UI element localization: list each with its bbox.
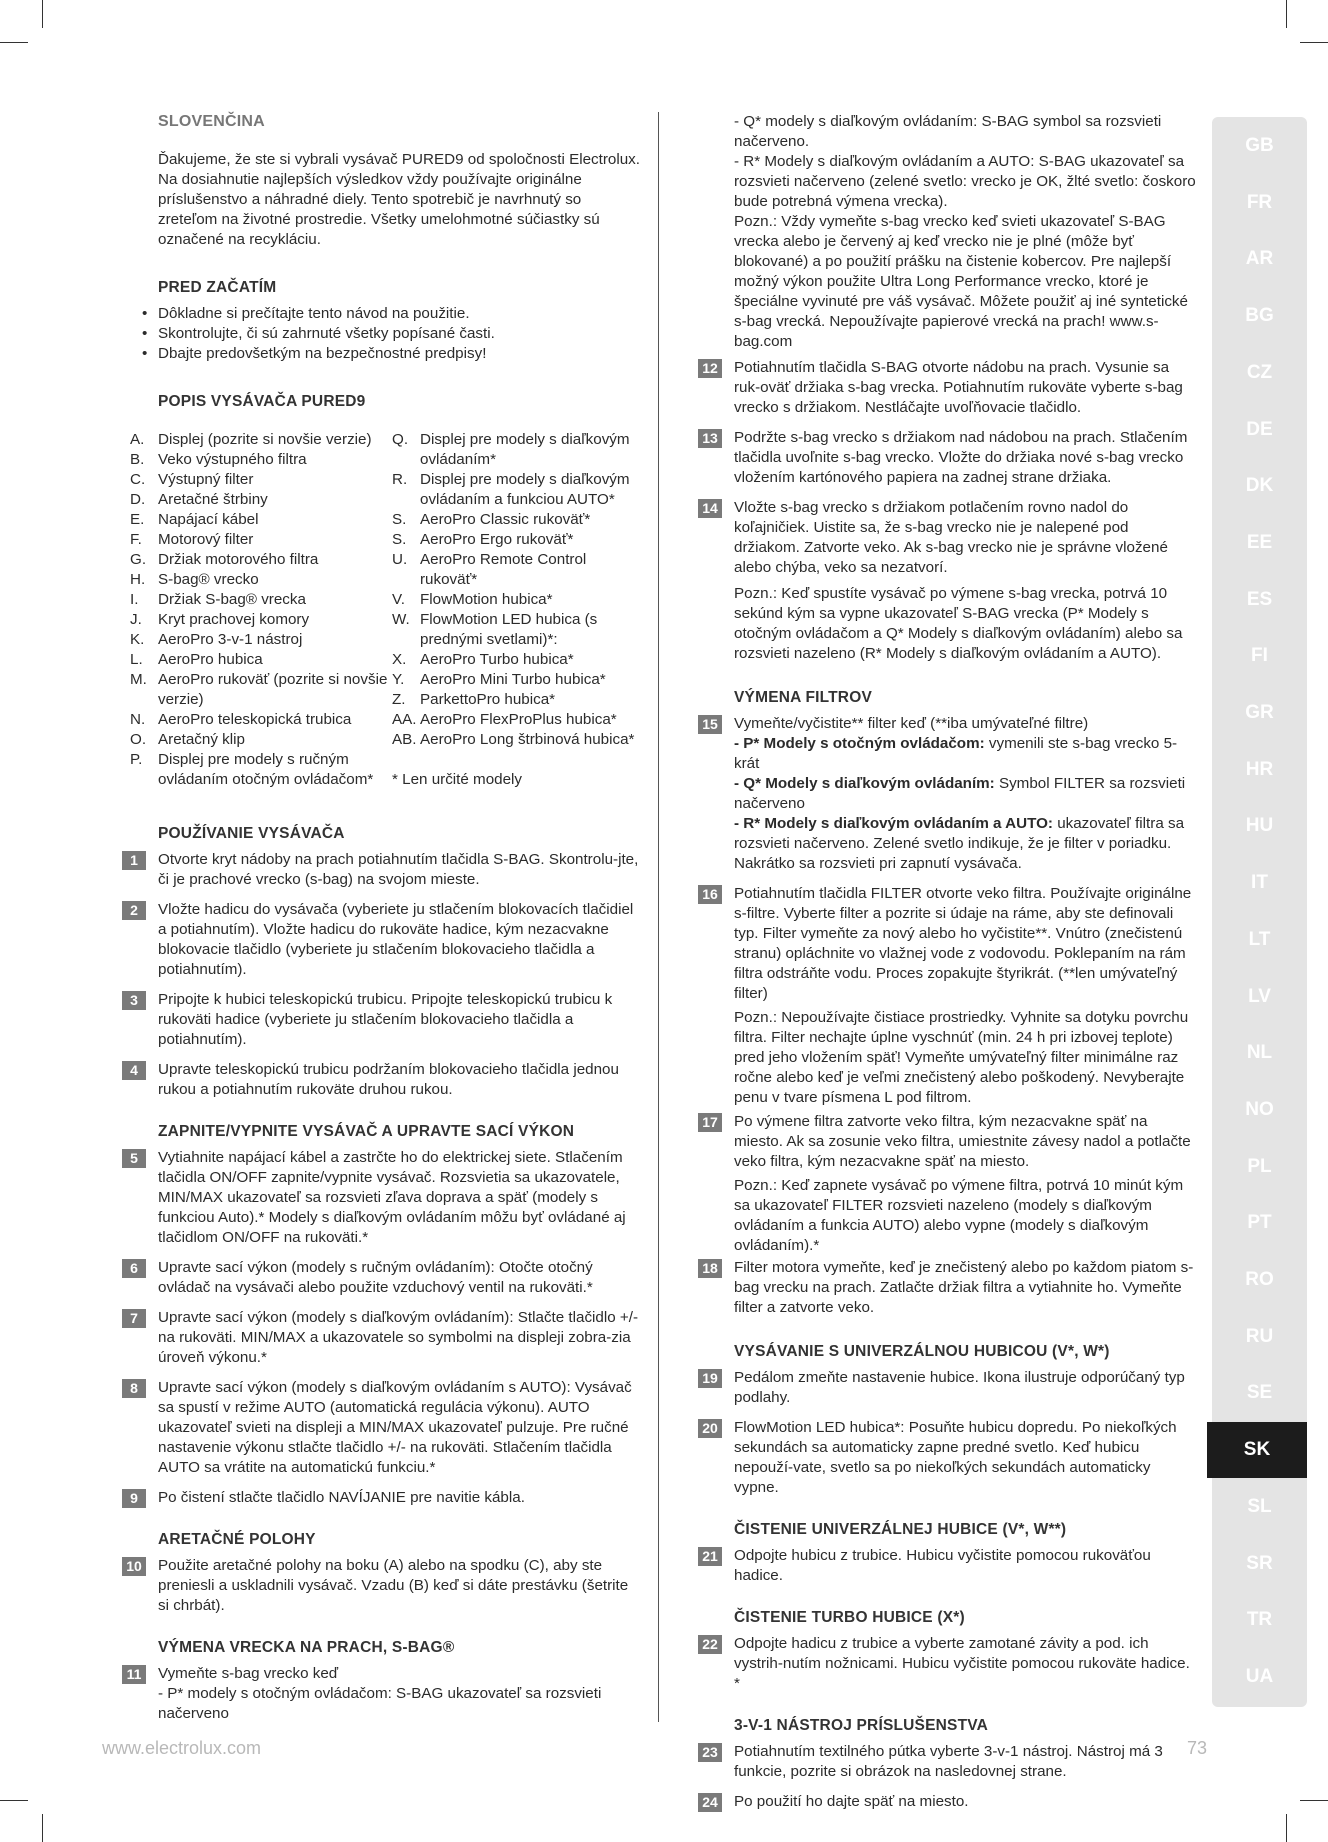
parts-list-item (392, 510, 642, 530)
step-number-badge: 7 (122, 1309, 146, 1328)
language-tab-hr[interactable]: HR (1245, 758, 1274, 780)
bullet-item: • Dôkladne si prečítajte tento návod na použitie. (158, 304, 642, 324)
step-item (702, 498, 1198, 578)
step-text: Upravte sací výkon (modely s diaľkovým ovládaním s AUTO): Vysávač sa spustí v režime AUTO (automatická regulácia výkonu). AUTO ukazovateľ svieti na displeji a MIN/MAX ukazovateľ pulzuje. Pre ručné nastavenie výkonu stlačte tlačidlo +/- na rukoväti. Stlačením tlačidla AUTO sa vrátite na automatickú funkciu.* (158, 1379, 632, 1476)
parts-key: M. (130, 671, 147, 688)
parts-label: Aretačné štrbiny (158, 491, 268, 508)
language-tab-dk[interactable]: DK (1245, 475, 1274, 497)
step-number-badge: 18 (698, 1259, 722, 1278)
crop-mark (1300, 42, 1328, 43)
parts-list-item (130, 750, 392, 790)
parts-key: R. (392, 471, 408, 488)
language-tab-it[interactable]: IT (1251, 872, 1268, 894)
section-heading-use: POUŽÍVANIE VYSÁVAČA (158, 825, 345, 842)
model-label: - P* Modely s otočným ovládačom: (734, 735, 985, 752)
parts-label: AeroPro Turbo hubica* (420, 651, 574, 668)
step-item (130, 850, 642, 890)
parts-label: FlowMotion hubica* (420, 591, 553, 608)
parts-label: Displej pre modely s diaľkovým ovládaním a funkciou AUTO* (420, 471, 630, 508)
section-heading-tool: 3-V-1 NÁSTROJ PRÍSLUŠENSTVA (734, 1717, 989, 1734)
step-text: Po výmene filtra zatvorte veko filtra, kým nezacvakne späť na miesto. Ak sa zosunie veko filtra, umiestnite závesy nadol a potlačte veko filtra, kým nezacvakne späť na miesto. (734, 1113, 1191, 1170)
parts-key: X. (392, 651, 407, 668)
step-item (130, 1488, 642, 1508)
language-tab-sl[interactable]: SL (1247, 1495, 1272, 1517)
step-list (702, 358, 1198, 578)
parts-list-item (130, 570, 392, 590)
step-list (702, 1634, 1198, 1694)
parts-label: AeroPro rukoväť (pozrite si novšie verzie) (158, 671, 388, 708)
step-text (734, 774, 1198, 814)
step-number-badge: 9 (122, 1489, 146, 1508)
step-number-badge: 11 (122, 1665, 146, 1684)
language-tab-cz[interactable]: CZ (1246, 361, 1273, 383)
parts-label: Držiak S-bag® vrecka (158, 591, 306, 608)
parts-key: H. (130, 571, 146, 588)
page-title: SLOVENČINA (158, 113, 265, 130)
language-tab-gb[interactable]: GB (1245, 135, 1274, 156)
parts-list-item (392, 710, 642, 730)
step-number-badge: 3 (122, 991, 146, 1010)
parts-list-item (130, 710, 392, 730)
language-tab-no[interactable]: NO (1245, 1098, 1274, 1120)
step-text: - P* modely s otočným ovládačom: S-BAG ukazovateľ sa rozsvieti načerveno (158, 1685, 602, 1722)
parts-key: AA. (392, 711, 417, 728)
language-tab-ar[interactable]: AR (1245, 248, 1274, 270)
step-text: Vymeňte s-bag vrecko keď (158, 1665, 339, 1682)
parts-key: B. (130, 451, 145, 468)
parts-list-item (392, 530, 642, 550)
language-tab-sr[interactable]: SR (1246, 1552, 1273, 1574)
step-number-badge: 22 (698, 1635, 722, 1654)
language-tab-de[interactable]: DE (1246, 418, 1273, 440)
parts-list-item (130, 450, 392, 470)
language-tab-fi[interactable]: FI (1251, 645, 1268, 667)
step-item (702, 1368, 1198, 1408)
step-number-badge: 4 (122, 1061, 146, 1080)
step-text: Vložte s-bag vrecko s držiakom potlačením rovno nadol do koľajničiek. Uistite sa, že s-bag vrecko nie je nalepené pod držiakom. Zatvorte veko. Ak s-bag vrecko nie je správne vložené alebo chýba, veko sa nezatvorí. (734, 499, 1168, 576)
step-text: Upravte sací výkon (modely s diaľkovým ovládaním): Stlačte tlačidlo +/- na rukoväti. MIN/MAX a ukazovatele so symbolmi na displeji zobra-zia úroveň výkonu.* (158, 1309, 639, 1366)
parts-list-item (130, 730, 392, 750)
parts-label: Držiak motorového filtra (158, 551, 319, 568)
parts-list-item (130, 430, 392, 450)
step-item (130, 900, 642, 980)
crop-mark (0, 42, 28, 43)
continuation-line: - Q* modely s diaľkovým ovládaním: S-BAG symbol sa rozsvieti načerveno. (734, 113, 1162, 150)
model-text: Symbol FILTER sa rozsvieti načerveno (734, 775, 1186, 812)
section-heading-filters: VÝMENA FILTROV (734, 689, 872, 706)
step-text: Pripojte k hubici teleskopickú trubicu. Pripojte teleskopickú trubicu k rukoväti hadice (vyberiete ju stlačením blokovacieho tlačidla a potiahnutím). (158, 991, 613, 1048)
step-text: Potiahnutím tlačidla S-BAG otvorte nádobu na prach. Vysunie sa ruk-oväť držiaka s-bag vrecka. Potiahnutím rukoväte vyberte s-bag vrecko s držiakom. Nestláčajte uvoľňovacie tlačidlo. (734, 359, 1183, 416)
step-continuation (706, 112, 1198, 352)
section-heading-turbo: ČISTENIE TURBO HUBICE (X*) (734, 1609, 965, 1626)
parts-label: AeroPro Classic rukoväť* (420, 511, 591, 528)
parts-list-item (392, 550, 642, 590)
step-text: Odpojte hadicu z trubice a vyberte zamotané závity a pod. ich vystrih-nutím nožnicami. Hubicu vyčistite pomocou rukoväte hadice. * (734, 1635, 1190, 1692)
step-number-badge: 1 (122, 851, 146, 870)
parts-key: A. (130, 431, 145, 448)
crop-mark (42, 0, 43, 28)
page-number: 73 (1187, 1738, 1208, 1758)
note-text: Pozn.: Nepoužívajte čistiace prostriedky. Vyhnite sa dotyku povrchu filtra. Filter nechajte úplne vyschnúť (min. 24 h pri izbovej teplote) pred jeho vložením späť! Vymeňte umývateľný filter minimálne raz ročne alebo keď je veľmi znečistený alebo poškodený. Nevyberajte penu v tvare písmena L pod filtrom. (734, 1009, 1189, 1106)
parts-list-item (130, 510, 392, 530)
step-number-badge: 23 (698, 1743, 722, 1762)
language-tab-ua[interactable]: UA (1245, 1665, 1274, 1687)
parts-key: D. (130, 491, 146, 508)
language-tab-pt[interactable]: PT (1247, 1212, 1272, 1234)
parts-label: Displej pre modely s diaľkovým ovládaním* (420, 431, 630, 468)
step-number-badge: 12 (698, 359, 722, 378)
parts-list-item (130, 650, 392, 670)
parts-key: S. (392, 531, 407, 548)
step-item (702, 884, 1198, 1108)
bullet-item: • Skontrolujte, či sú zahrnuté všetky popísané časti. (158, 324, 642, 344)
step-item (126, 1664, 642, 1724)
parts-key: AB. (392, 731, 417, 748)
parts-key: J. (130, 611, 142, 628)
parts-list-column (130, 430, 392, 790)
language-tab-pl[interactable]: PL (1247, 1155, 1272, 1177)
step-item (130, 1060, 642, 1100)
step-item (702, 1546, 1198, 1586)
step-text: Vymeňte/vyčistite** filter keď (**iba umývateľné filtre) (734, 715, 1089, 732)
crop-mark (1286, 0, 1287, 28)
step-text: Odpojte hubicu z trubice. Hubicu vyčistite pomocou rukoväťou hadice. (734, 1547, 1151, 1584)
section-heading-universal-nozzle: VYSÁVANIE S UNIVERZÁLNOU HUBICOU (V*, W*) (734, 1343, 1110, 1360)
language-tab-es[interactable]: ES (1246, 588, 1273, 610)
step-list (130, 1148, 642, 1508)
step-item (702, 1112, 1198, 1256)
parts-key: F. (130, 531, 142, 548)
step-number-badge: 21 (698, 1547, 722, 1566)
parts-label: FlowMotion LED hubica (s prednými svetlami)*: (420, 611, 598, 648)
step-item (130, 990, 642, 1050)
parts-label: Výstupný filter (158, 471, 254, 488)
parts-label: Aretačný klip (158, 731, 245, 748)
left-column (126, 112, 642, 1734)
model-text: vymenili ste s-bag vrecko 5-krát (734, 735, 1178, 772)
crop-mark (1300, 1800, 1328, 1801)
step-item (702, 428, 1198, 488)
parts-label: Displej pre modely s ručným ovládaním otočným ovládačom* (158, 751, 374, 788)
step-item (130, 1378, 642, 1478)
parts-list-item (392, 590, 642, 610)
parts-list-column-b (392, 430, 642, 750)
step-item (702, 1258, 1198, 1318)
footer-url[interactable]: www.electrolux.com (102, 1738, 262, 1758)
parts-label: AeroPro 3-v-1 nástroj (158, 631, 303, 648)
parts-list-item (130, 670, 392, 710)
step-number-badge: 17 (698, 1113, 722, 1132)
step-text: Vytiahnite napájací kábel a zastrčte ho do elektrickej siete. Stlačením tlačidla ON/OFF zapnite/vypnite vysávač. Rozsvietia sa ukazovatele, MIN/MAX ukazovateľ sa rozsvieti zľava doprava a späť (modely s funkciou Auto).* Modely s diaľkovým ovládaním môžu byť ovládané aj tlačidlom ON/OFF na rukoväti.* (158, 1149, 626, 1246)
section-heading-park: ARETAČNÉ POLOHY (158, 1531, 316, 1548)
language-tab-se[interactable]: SE (1246, 1382, 1273, 1404)
step-text: Otvorte kryt nádoby na prach potiahnutím tlačidla S-BAG. Skontrolu-jte, či je prachové vrecko (s-bag) na svojom mieste. (158, 851, 639, 888)
parts-list-item (130, 630, 392, 650)
step-list (130, 850, 642, 1100)
step-number-badge: 6 (122, 1259, 146, 1278)
parts-key: C. (130, 471, 146, 488)
language-tab-ee[interactable]: EE (1246, 531, 1273, 553)
parts-label: AeroPro Long štrbinová hubica* (420, 731, 635, 748)
parts-label: AeroPro hubica (158, 651, 263, 668)
parts-label: AeroPro FlexProPlus hubica* (420, 711, 617, 728)
column-divider (658, 112, 659, 1722)
parts-label: Displej (pozrite si novšie verzie) (158, 431, 372, 448)
step-item (130, 1148, 642, 1248)
continuation-note: Pozn.: Vždy vymeňte s-bag vrecko keď svieti ukazovateľ S-BAG vrecka alebo je červený aj keď vrecko nie je plné (môže byť blokované) a po použití prášku na čistenie kobercov. Pre najlepší možný výkon použite Ultra Long Performance vrecko, ktoré je špeciálne vyvinuté pre váš vysávač. Môžete použiť aj iné syntetické s-bag vrecká. Nepoužívajte papierové vrecká na prach! www.s-bag.com (734, 213, 1188, 350)
right-column (702, 112, 1198, 1822)
parts-label: Napájací kábel (158, 511, 259, 528)
step-number-badge: 8 (122, 1379, 146, 1398)
step-text: Filter motora vymeňte, keď je znečistený alebo po každom piatom s-bag vrecku na prach. Zatlačte držiak filtra a vytiahnite ho. Vymeňte filter a zatvorte veko. (734, 1259, 1194, 1316)
parts-key: O. (130, 731, 147, 748)
step-text: FlowMotion LED hubica*: Posuňte hubicu dopredu. Po niekoľkých sekundách sa automaticky zapne predné svetlo. Keď hubicu nepouží-vate, svetlo sa po niekoľkých sekundách automaticky vypne. (734, 1419, 1177, 1496)
language-tab-bg[interactable]: BG (1245, 305, 1274, 327)
parts-key: G. (130, 551, 147, 568)
language-tab-ro[interactable]: RO (1245, 1269, 1274, 1290)
step-text: Upravte teleskopickú trubicu podržaním blokovacieho tlačidla jednou rukou a potiahnutím rukoväte druhou rukou. (158, 1061, 619, 1098)
step-list (702, 1546, 1198, 1586)
step-item (702, 1634, 1198, 1694)
step-text: Vložte hadicu do vysávača (vyberiete ju stlačením blokovacích tlačidiel a potiahnutím). Vložte hadicu do rukoväte hadice, kým nezacvakne blokovacie tlačidlo (vyberiete ju stlačením blokovacieho tlačidla a potiahnutím). (158, 901, 634, 978)
parts-list-item (392, 430, 642, 470)
step-text: Upravte sací výkon (modely s ručným ovládaním): Otočte otočný ovládač na vysávači alebo použite vzduchový ventil na rukoväti.* (158, 1259, 593, 1296)
step-number-badge: 10 (122, 1557, 146, 1576)
parts-key: P. (130, 751, 143, 768)
step-item (126, 1556, 642, 1616)
step-item (702, 358, 1198, 418)
parts-label: AeroPro Remote Control rukoväť* (420, 551, 587, 588)
language-tab-nl[interactable]: NL (1246, 1042, 1273, 1064)
note-text: Pozn.: Keď zapnete vysávač po výmene filtra, potrvá 10 minút kým sa ukazovateľ FILTER rozsvieti nazeleno (modely s diaľkovým ovládaním a funkcia AUTO) alebo vypne (modely s diaľkovým ovládaním).* (734, 1177, 1184, 1254)
step-number-badge: 20 (698, 1419, 722, 1438)
section-heading-parts: POPIS VYSÁVAČA PURED9 (158, 393, 366, 410)
step-number-badge: 2 (122, 901, 146, 920)
step-item (702, 1418, 1198, 1498)
model-label: - R* Modely s diaľkovým ovládaním a AUTO: (734, 815, 1053, 832)
step-number-badge: 14 (698, 499, 722, 518)
parts-label: Motorový filter (158, 531, 254, 548)
parts-note: * Len určité modely (392, 771, 523, 788)
step-number-badge: 16 (698, 885, 722, 904)
parts-list-item (130, 550, 392, 570)
parts-list-item (130, 590, 392, 610)
parts-list (130, 430, 642, 790)
parts-key: I. (130, 591, 139, 608)
step-text: Po použití ho dajte späť na miesto. (734, 1793, 969, 1810)
parts-key: Z. (392, 691, 406, 708)
step-number-badge: 15 (698, 715, 722, 734)
parts-list-item (130, 470, 392, 490)
parts-list-item (392, 690, 642, 710)
step-text: Po čistení stlačte tlačidlo NAVÍJANIE pre navitie kábla. (158, 1489, 525, 1506)
step-item (130, 1258, 642, 1298)
parts-list-item (130, 610, 392, 630)
language-tab-sk[interactable]: SK (1207, 1422, 1307, 1478)
model-label: - Q* Modely s diaľkovým ovládaním: (734, 775, 995, 792)
section-heading-before-start: PRED ZAČATÍM (158, 279, 277, 296)
parts-list-item (392, 670, 642, 690)
parts-label: AeroPro teleskopická trubica (158, 711, 352, 728)
continuation-line: - R* Modely s diaľkovým ovládaním a AUTO: S-BAG ukazovateľ sa rozsvieti načerveno (zelené svetlo: vrecko je OK, žlté svetlo: čoskoro bude potrebná výmena vrecka). (734, 153, 1196, 210)
parts-list-item (392, 470, 642, 510)
language-tab-tr[interactable]: TR (1246, 1609, 1273, 1631)
language-tab-fr[interactable]: FR (1246, 191, 1273, 213)
parts-list-item (392, 650, 642, 670)
parts-key: L. (130, 651, 143, 668)
parts-key: W. (392, 611, 410, 628)
step-text: Pedálom zmeňte nastavenie hubice. Ikona ilustruje odporúčaný typ podlahy. (734, 1369, 1185, 1406)
parts-key: Y. (392, 671, 405, 688)
parts-list-item (392, 730, 642, 750)
section-heading-bag: VÝMENA VRECKA NA PRACH, S-BAG® (158, 1639, 455, 1656)
model-text: ukazovateľ filtra sa rozsvieti načerveno. Zelené svetlo indikuje, že je filter v poriadku. Nakrátko sa rozsvieti pri zapnutí vysávača. (734, 815, 1185, 872)
crop-mark (0, 1800, 28, 1801)
parts-list-column (392, 430, 642, 790)
step-text: Potiahnutím textilného pútka vyberte 3-v-1 nástroj. Nástroj má 3 funkcie, pozrite si obrázok na nasledovnej strane. (734, 1743, 1163, 1780)
step-text: Použite aretačné polohy na boku (A) alebo na spodku (C), aby ste preniesli a uskladnili vysávač. Vzadu (B) keď si dáte prestávku (šetrite si chrbát). (158, 1557, 629, 1614)
bullet-item: • Dbajte predovšetkým na bezpečnostné predpisy! (158, 344, 642, 364)
step-list (702, 1742, 1198, 1812)
step-item (130, 1308, 642, 1368)
parts-list-item (130, 530, 392, 550)
parts-key: K. (130, 631, 145, 648)
step-number-badge: 19 (698, 1369, 722, 1388)
parts-key: V. (392, 591, 405, 608)
parts-key: E. (130, 511, 145, 528)
parts-list-item (392, 610, 642, 650)
step-item (702, 714, 1198, 874)
crop-mark (42, 1814, 43, 1842)
intro-text: Ďakujeme, že ste si vybrali vysávač PURED9 od spoločnosti Electrolux. Na dosiahnutie najlepších výsledkov vždy používajte originálne príslušenstvo a náhradné diely. Tento spotrebič je navrhnutý so zreteľom na životné prostredie. Všetky umelohmotné súčiastky sú označené na recykláciu. (158, 151, 640, 248)
step-text (734, 734, 1198, 774)
section-heading-clean-nozzle: ČISTENIE UNIVERZÁLNEJ HUBICE (V*, W**) (734, 1521, 1067, 1538)
crop-mark (1286, 1814, 1287, 1842)
parts-label: ParkettoPro hubica* (420, 691, 556, 708)
language-tabs (1212, 117, 1307, 1707)
step-number-badge: 13 (698, 429, 722, 448)
step-text: Podržte s-bag vrecko s držiakom nad nádobou na prach. Stlačením tlačidla uvoľnite s-bag vrecko. Vložte do držiaka nové s-bag vrecko vložením kartónového papiera na zadnej strane držiaka. (734, 429, 1188, 486)
parts-label: AeroPro Ergo rukoväť* (420, 531, 574, 548)
language-tab-ru[interactable]: RU (1245, 1325, 1274, 1347)
step-item (702, 1742, 1198, 1782)
language-tab-hu[interactable]: HU (1245, 815, 1274, 837)
language-tab-lv[interactable]: LV (1248, 985, 1271, 1007)
language-tab-gr[interactable]: GR (1245, 702, 1274, 723)
parts-list-item (130, 490, 392, 510)
parts-label: AeroPro Mini Turbo hubica* (420, 671, 606, 688)
parts-key: N. (130, 711, 146, 728)
parts-key: U. (392, 551, 408, 568)
step-number-badge: 24 (698, 1793, 722, 1812)
step-text: Potiahnutím tlačidla FILTER otvorte veko filtra. Používajte originálne s-filtre. Vyberte filter a pozrite si údaje na ráme, aby ste definovali typ. Filter vymeňte za nový alebo ho vyčistite**. Vnútro (znečistenú stranu) opláchnite vo vlažnej vode z vodovodu. Poklepaním na rám filtra odstráňte vodu. Proces zopakujte štyrikrát. (**len umývateľný filter) (734, 885, 1192, 1002)
parts-key: S. (392, 511, 407, 528)
language-tab-lt[interactable]: LT (1248, 928, 1271, 950)
parts-label: S-bag® vrecko (158, 571, 259, 588)
step-item (702, 1792, 1198, 1812)
parts-label: Kryt prachovej komory (158, 611, 310, 628)
note-text: Pozn.: Keď spustíte vysávač po výmene s-bag vrecka, potrvá 10 sekúnd kým sa vypne ukazovateľ S-BAG vrecka (P* Modely s otočným ovládačom a Q* Modely s diaľkovým ovládaním) alebo sa rozsvieti nazeleno (R* Modely s diaľkovým ovládaním a AUTO). (734, 585, 1183, 662)
step-text (734, 814, 1198, 874)
parts-label: Veko výstupného filtra (158, 451, 307, 468)
step-list (126, 1556, 642, 1616)
section-heading-power: ZAPNITE/VYPNITE VYSÁVAČ A UPRAVTE SACÍ VÝKON (158, 1123, 575, 1140)
step-number-badge: 5 (122, 1149, 146, 1168)
parts-key: Q. (392, 431, 409, 448)
step-list (702, 1368, 1198, 1498)
